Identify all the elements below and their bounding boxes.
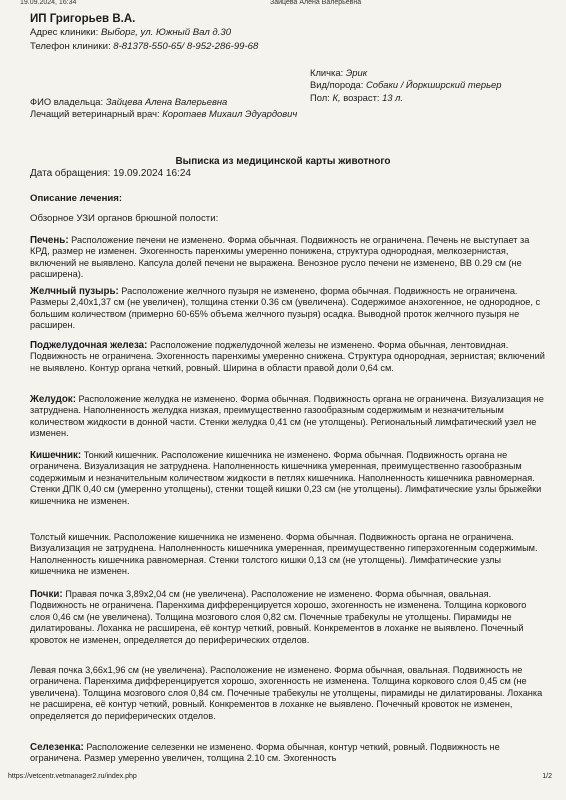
page-number: 1/2 xyxy=(542,773,552,780)
owner-name xyxy=(30,96,300,108)
owner-block xyxy=(30,96,300,121)
pet-sex-value: К, xyxy=(332,91,341,103)
section-heading: Описание лечения: xyxy=(30,193,123,204)
paragraph-gallbladder xyxy=(30,286,545,332)
paragraph-right-kidney xyxy=(30,589,545,646)
pet-nick-value: Эрик xyxy=(345,67,368,78)
paragraph-heading: Почки: xyxy=(30,589,63,600)
paragraph-pancreas xyxy=(30,340,545,374)
print-owner-name: Зайцева Алена Валерьевна xyxy=(270,0,362,6)
paragraph-text: Тонкий кишечник. Расположение кишечника не изменено. Форма обычная. Подвижность органа не ограничена. Визуализация не затруднена. Наполненность кишечника умеренная, преимущественно газообразным содержимым и незначительным количеством жидкости в петлях кишечника. Наполненность кишечника равномерная. Стенки ДПК 0,40 см (умеренно утолщены), стенки тощей кишки 0,23 см (не утолщены). Лимфатические узлы брыжейки кишечника не изменен. xyxy=(30,450,542,506)
vet-label: Лечащий ветеринарный врач: xyxy=(30,108,160,120)
subsection-heading: Обзорное УЗИ органов брюшной полости: xyxy=(30,213,219,224)
vet-name xyxy=(30,108,300,120)
clinic-address-label: Адрес клиники: xyxy=(30,27,99,38)
footer-url[interactable]: https://vetcentr.vetmanager2.ru/index.php xyxy=(8,773,137,780)
clinic-address xyxy=(30,26,258,40)
paragraph-liver xyxy=(30,235,545,281)
pet-nick-label: Кличка: xyxy=(310,67,344,78)
paragraph-intestine xyxy=(30,450,545,507)
paragraph-heading: Поджелудочная железа: xyxy=(30,340,148,351)
pet-breed-label: Вид/порода: xyxy=(310,79,364,91)
document-title: Выписка из медицинской карты животного xyxy=(175,156,391,167)
pet-nick xyxy=(310,67,550,79)
owner-value: Зайцева Алена Валерьевна xyxy=(105,96,228,107)
pet-sex-label: Пол: xyxy=(310,91,330,103)
paragraph-text: Правая почка 3,89х2,04 см (не увеличена). Расположение не изменено. Форма обычная, овальная. Подвижность не ограничена. Паренхима дифференцируется хорошо, эхогенность не изменена. Толщина коркового слоя 0,46 см (не увеличена). Толщина мозгового слоя 0,82 см. Почечные трабекулы не утолщены. Пирамиды не дилатированы. Лоханка не расширена, её контур четкий, ровный. Конкрементов в лоханке не выявлено. Почечный кровоток не изменен, определяется до периферических отделов. xyxy=(30,589,527,645)
paragraph-large-intestine xyxy=(30,532,545,578)
paragraph-text: Расположение селезенки не изменено. Форма обычная, контур четкий, ровный. Подвижность не ограничена. Размер умеренно увеличен, толщина 2.10 см. Эхогенность xyxy=(30,742,500,764)
paragraph-heading: Желчный пузырь: xyxy=(30,286,119,297)
paragraph-heading: Печень: xyxy=(30,235,69,246)
pet-sex-age xyxy=(310,92,550,104)
pet-breed xyxy=(310,79,550,91)
paragraph-stomach xyxy=(30,394,545,440)
paragraph-text: Расположение печени не изменено. Форма обычная. Подвижность не ограничена. Печень не выступает за КРД, размер не изменен. Эхогенность паренхимы умеренно понижена, структура однородная, мелкозернистая, включений не выявлено. Капсула долей печени не выражена. Венозное русло печени не изменено, ВВ 0.29 см (не расширена). xyxy=(30,235,530,280)
pet-block xyxy=(310,67,550,104)
pet-age-value: 13 л. xyxy=(382,91,404,103)
paragraph-text: Толстый кишечник. Расположение кишечника не изменено. Форма обычная. Подвижность органа не ограничена. Визуализация не затруднена. Наполненность кишечника умеренная, преимущественно гиперэхогенным содержимым. Наполненность кишечника равномерная. Стенки толстого кишки 0,13 см (не утолщены). Лимфатические узлы кишечника не изменен. xyxy=(30,532,538,577)
paragraph-heading: Кишечник: xyxy=(30,450,82,461)
paragraph-text: Расположение желчного пузыря не изменено, форма обычная. Подвижность не ограничена. Размеры 2,40х1,37 см (не увеличен), толщина стенки 0.36 см (увеличена). Содержимое анэхогенное, не однородное, с большим количеством (примерно 60-65% объема желчного пузыря) осадка. Выводной проток желчного пузыря не расширен. xyxy=(30,286,541,331)
paragraph-left-kidney xyxy=(30,665,545,722)
clinic-phone-value: 8-81378-550-65/ 8-952-286-99-68 xyxy=(113,41,259,52)
print-timestamp: 19.09.2024, 16:34 xyxy=(20,0,77,6)
paragraph-text: Левая почка 3,66х1,96 см (не увеличена). Расположение не изменено. Форма обычная, овальная. Подвижность не ограничена. Паренхима дифференцируется хорошо, эхогенность не изменена. Толщина коркового слоя 0,45 см (не увеличена). Толщина мозгового слоя 0,84 см. Почечные трабекулы не утолщены, пирамиды не дилатированы. Лоханка не расширена, её контур четкий, ровный. Конкрементов в лоханке не выявлено. Почечный кровоток не изменен, определяется до периферических отделов. xyxy=(30,665,543,721)
visit-date: Дата обращения: 19.09.2024 16:24 xyxy=(30,168,191,179)
owner-label: ФИО владельца: xyxy=(30,96,104,107)
paragraph-heading: Селезенка: xyxy=(30,742,84,753)
clinic-block xyxy=(30,12,258,54)
clinic-phone xyxy=(30,40,258,54)
clinic-phone-label: Телефон клиники: xyxy=(30,41,111,52)
clinic-address-value: Выборг, ул. Южный Вал д.30 xyxy=(100,27,232,38)
paragraph-text: Расположение поджелудочной железы не изменено. Форма обычная, лентовидная. Подвижность не ограничена. Эхогенность паренхимы умеренно снижена. Структура однородная, зернистая; включений не выявлено. Контур органа четкий, ровный. Ширина в области правой доли 0,64 см. xyxy=(30,340,545,373)
paragraph-spleen xyxy=(30,742,545,765)
paragraph-text: Расположение желудка не изменено. Форма обычная. Подвижность органа не ограничена. Визуализация не затруднена. Наполненность желудка низкая, преимущественно газообразным содержимым и незначительным количеством жидкости в донной части. Стенки желудка 0,41 см (не утолщены). Региональный лимфатический узел не изменен. xyxy=(30,394,544,439)
paragraph-heading: Желудок: xyxy=(30,394,76,405)
clinic-name: ИП Григорьев В.А. xyxy=(30,13,136,25)
pet-breed-value: Собаки / Йоркширский терьер xyxy=(365,79,502,91)
pet-age-label: возраст: xyxy=(343,91,380,103)
vet-value: Коротаев Михаил Эдуардович xyxy=(162,108,298,120)
print-header xyxy=(0,0,566,9)
